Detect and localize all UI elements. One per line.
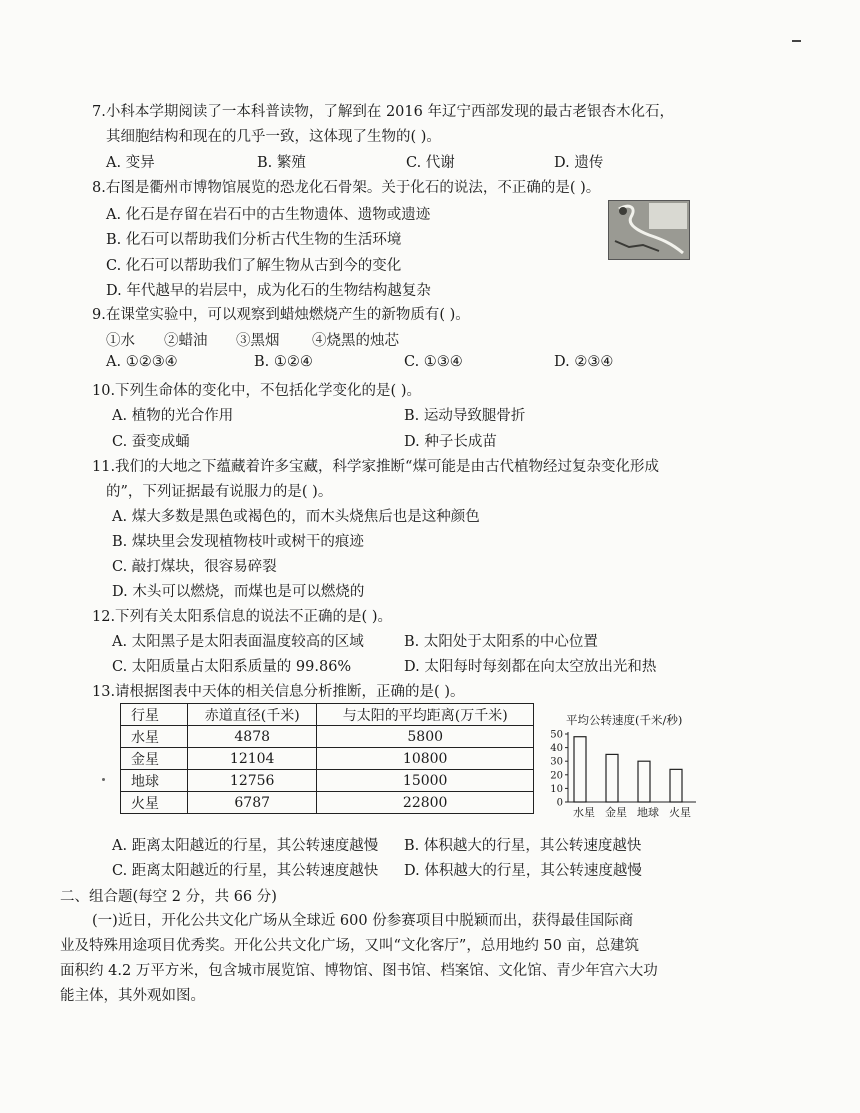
q9-option-b[interactable]: B. ①②④: [254, 354, 313, 370]
orbital-speed-chart: [548, 712, 700, 824]
q7-stem-line2: 其细胞结构和现在的几乎一致，这体现了生物的( )。: [106, 129, 441, 145]
q7-option-c[interactable]: C. 代谢: [406, 155, 455, 171]
planet-table: [120, 703, 534, 814]
table-cell: 4878: [188, 726, 317, 748]
table-cell: 6787: [188, 792, 317, 814]
paragraph-line: 业及特殊用途项目优秀奖。开化公共文化广场，又叫“文化客厅”，总用地约 50 亩，总建筑: [60, 938, 639, 954]
x-tick-label: 水星: [573, 806, 595, 819]
table-cell: 10800: [317, 748, 534, 770]
table-cell: 水星: [121, 726, 188, 748]
paragraph-line: 面积约 4.2 万平方米，包含城市展览馆、博物馆、图书馆、档案馆、文化馆、青少年宫六大功: [60, 963, 658, 979]
bar-0: [574, 737, 586, 802]
table-cell: 金星: [121, 748, 188, 770]
q11-option-c[interactable]: C. 敲打煤块，很容易碎裂: [112, 559, 277, 575]
table-row: [121, 792, 534, 814]
paragraph-line: (一)近日，开化公共文化广场从全球近 600 份参赛项目中脱颖而出，获得最佳国际商: [92, 913, 634, 929]
q13-option-b[interactable]: B. 体积越大的行星，其公转速度越快: [404, 838, 642, 854]
y-tick-label: 20: [550, 770, 563, 782]
bar-1: [606, 754, 618, 802]
q10-stem: 10.下列生命体的变化中，不包括化学变化的是( )。: [92, 383, 421, 399]
q9-stem: 9.在课堂实验中，可以观察到蜡烛燃烧产生的新物质有( )。: [92, 307, 470, 323]
table-header-row: [121, 704, 534, 726]
chart-title: 平均公转速度(千米/秒): [566, 713, 683, 727]
q13-stem: 13.请根据图表中天体的相关信息分析推断，正确的是( )。: [92, 684, 465, 700]
y-tick-label: 50: [550, 729, 563, 741]
q9-option-d[interactable]: D. ②③④: [554, 354, 614, 370]
table-header: 与太阳的平均距离(万千米): [317, 704, 534, 726]
section-heading: 二、组合题(每空 2 分，共 66 分): [60, 889, 277, 905]
x-tick-label: 金星: [605, 806, 627, 819]
q9-option-c[interactable]: C. ①③④: [404, 354, 463, 370]
table-cell: 12104: [188, 748, 317, 770]
q8-option-c[interactable]: C. 化石可以帮助我们了解生物从古到今的变化: [106, 258, 402, 274]
q12-option-b[interactable]: B. 太阳处于太阳系的中心位置: [404, 634, 598, 650]
table-header: 赤道直径(千米): [188, 704, 317, 726]
table-cell: 5800: [317, 726, 534, 748]
y-tick-label: 40: [550, 743, 563, 755]
q13-option-c[interactable]: C. 距离太阳越近的行星，其公转速度越快: [112, 863, 379, 879]
q9-item-2: ②蜡油: [164, 333, 208, 349]
table-cell: 22800: [317, 792, 534, 814]
q12-option-a[interactable]: A. 太阳黑子是太阳表面温度较高的区域: [112, 634, 364, 650]
q11-option-b[interactable]: B. 煤块里会发现植物枝叶或树干的痕迹: [112, 534, 364, 550]
y-tick-label: 30: [550, 756, 563, 768]
q13-option-d[interactable]: D. 体积越大的行星，其公转速度越慢: [404, 863, 642, 879]
q11-stem-line2: 的”，下列证据最有说服力的是( )。: [106, 484, 333, 500]
q10-option-a[interactable]: A. 植物的光合作用: [112, 408, 234, 424]
q7-option-b[interactable]: B. 繁殖: [257, 155, 306, 171]
table-cell: 火星: [121, 792, 188, 814]
bar-3: [670, 769, 682, 802]
q8-option-b[interactable]: B. 化石可以帮助我们分析古代生物的生活环境: [106, 232, 402, 248]
q9-item-1: ①水: [106, 333, 135, 349]
q9-option-a[interactable]: A. ①②③④: [106, 354, 178, 370]
q8-option-a[interactable]: A. 化石是存留在岩石中的古生物遗体、遗物或遗迹: [106, 207, 431, 223]
paragraph-line: 能主体，其外观如图。: [60, 988, 205, 1004]
q11-option-a[interactable]: A. 煤大多数是黑色或褐色的，而木头烧焦后也是这种颜色: [112, 509, 480, 525]
q8-option-d[interactable]: D. 年代越早的岩层中，成为化石的生物结构越复杂: [106, 283, 431, 299]
q12-option-c[interactable]: C. 太阳质量占太阳系质量的 99.86%: [112, 659, 352, 675]
y-tick-label: 0: [556, 797, 563, 809]
q10-option-d[interactable]: D. 种子长成苗: [404, 434, 497, 450]
y-tick-label: 10: [550, 783, 563, 795]
q11-option-d[interactable]: D. 木头可以燃烧，而煤也是可以燃烧的: [112, 584, 365, 600]
q11-stem-line1: 11.我们的大地之下蕴藏着许多宝藏，科学家推断“煤可能是由古代植物经过复杂变化形成: [92, 459, 659, 475]
dinosaur-fossil-photo: [608, 200, 690, 260]
section-paragraph: [60, 909, 760, 1009]
x-tick-label: 火星: [669, 806, 691, 819]
table-row: [121, 748, 534, 770]
q7-option-d[interactable]: D. 遗传: [554, 155, 604, 171]
table-row: [121, 726, 534, 748]
q10-option-b[interactable]: B. 运动导致腿骨折: [404, 408, 526, 424]
scan-mark: [792, 40, 801, 42]
table-cell: 12756: [188, 770, 317, 792]
q7-stem-line1: 7.小科本学期阅读了一本科普读物，了解到在 2016 年辽宁西部发现的最古老银杏木化石，: [92, 104, 674, 120]
table-row: [121, 770, 534, 792]
x-tick-label: 地球: [637, 806, 659, 819]
q12-option-d[interactable]: D. 太阳每时每刻都在向太空放出光和热: [404, 659, 657, 675]
bar-2: [638, 761, 650, 802]
q10-option-c[interactable]: C. 蚕变成蛹: [112, 434, 190, 450]
table-cell: 15000: [317, 770, 534, 792]
q8-stem: 8.右图是衢州市博物馆展览的恐龙化石骨架。关于化石的说法，不正确的是( )。: [92, 180, 601, 196]
q9-item-3: ③黑烟: [236, 333, 280, 349]
q13-option-a[interactable]: A. 距离太阳越近的行星，其公转速度越慢: [112, 838, 379, 854]
scan-speck: [102, 778, 105, 781]
table-header: 行星: [121, 704, 188, 726]
q12-stem: 12.下列有关太阳系信息的说法不正确的是( )。: [92, 609, 392, 625]
q9-item-4: ④烧黑的烛芯: [312, 333, 399, 349]
table-cell: 地球: [121, 770, 188, 792]
q7-option-a[interactable]: A. 变异: [106, 155, 155, 171]
